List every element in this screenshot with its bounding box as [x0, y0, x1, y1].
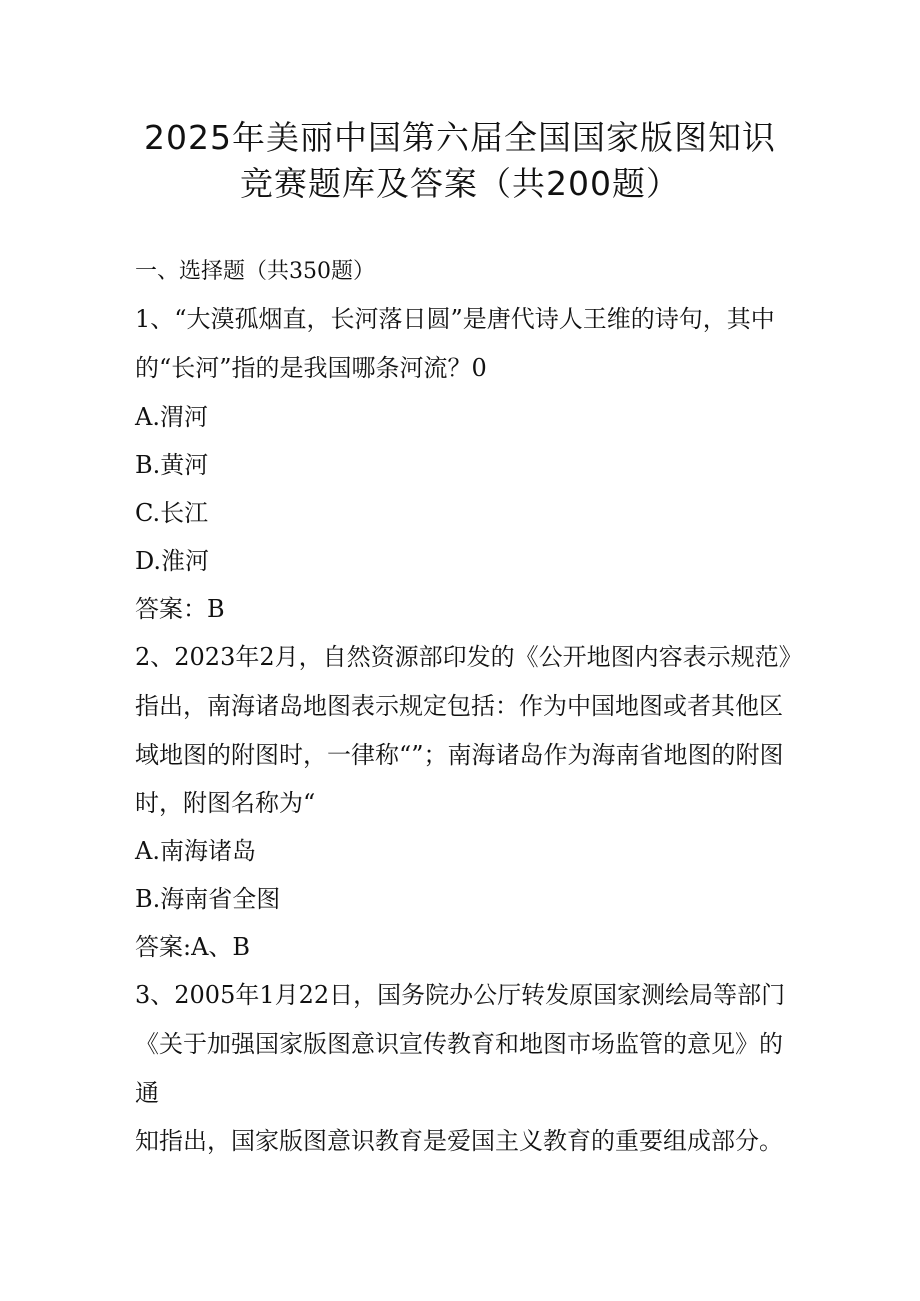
question-1-line-1: 1、“大漠孤烟直，长河落日圆”是唐代诗人王维的诗句，其中	[135, 305, 775, 333]
question-3-line-1: 3、2005年1月22日，国务院办公厅转发原国家测绘局等部门	[135, 981, 786, 1009]
question-3-line-4: 知指出，国家版图意识教育是爱国主义教育的重要组成部分。	[135, 1127, 783, 1155]
question-1-option-d: D.淮河	[135, 547, 210, 575]
document-title-line-1: 2025年美丽中国第六届全国国家版图知识	[144, 118, 776, 157]
question-2-line-2: 指出，南海诸岛地图表示规定包括：作为中国地图或者其他区	[135, 692, 783, 720]
question-2-option-a: A.南海诸岛	[135, 837, 256, 865]
question-1-option-c: C.长江	[135, 499, 209, 527]
section-heading: 一、选择题（共350题）	[135, 259, 375, 284]
question-2-option-b: B.海南省全图	[135, 885, 281, 913]
question-2-line-1: 2、2023年2月，自然资源部印发的《公开地图内容表示规范》	[135, 643, 803, 671]
document-title-line-2: 竞赛题库及答案（共200题）	[240, 164, 680, 203]
question-2-answer: 答案:A、B	[135, 933, 251, 961]
question-3-line-3: 通	[135, 1079, 159, 1107]
question-1-answer: 答案：B	[135, 595, 225, 623]
question-1-option-b: B.黄河	[135, 451, 209, 479]
question-3-line-2: 《关于加强国家版图意识宣传教育和地图市场监管的意见》的	[135, 1030, 783, 1058]
question-2-line-3: 域地图的附图时，一律称“”；南海诸岛作为海南省地图的附图	[135, 741, 784, 769]
question-2-line-4: 时，附图名称为“	[135, 789, 316, 817]
question-1-option-a: A.渭河	[135, 403, 208, 431]
question-1-line-2: 的“长河”指的是我国哪条河流？0	[135, 354, 487, 382]
